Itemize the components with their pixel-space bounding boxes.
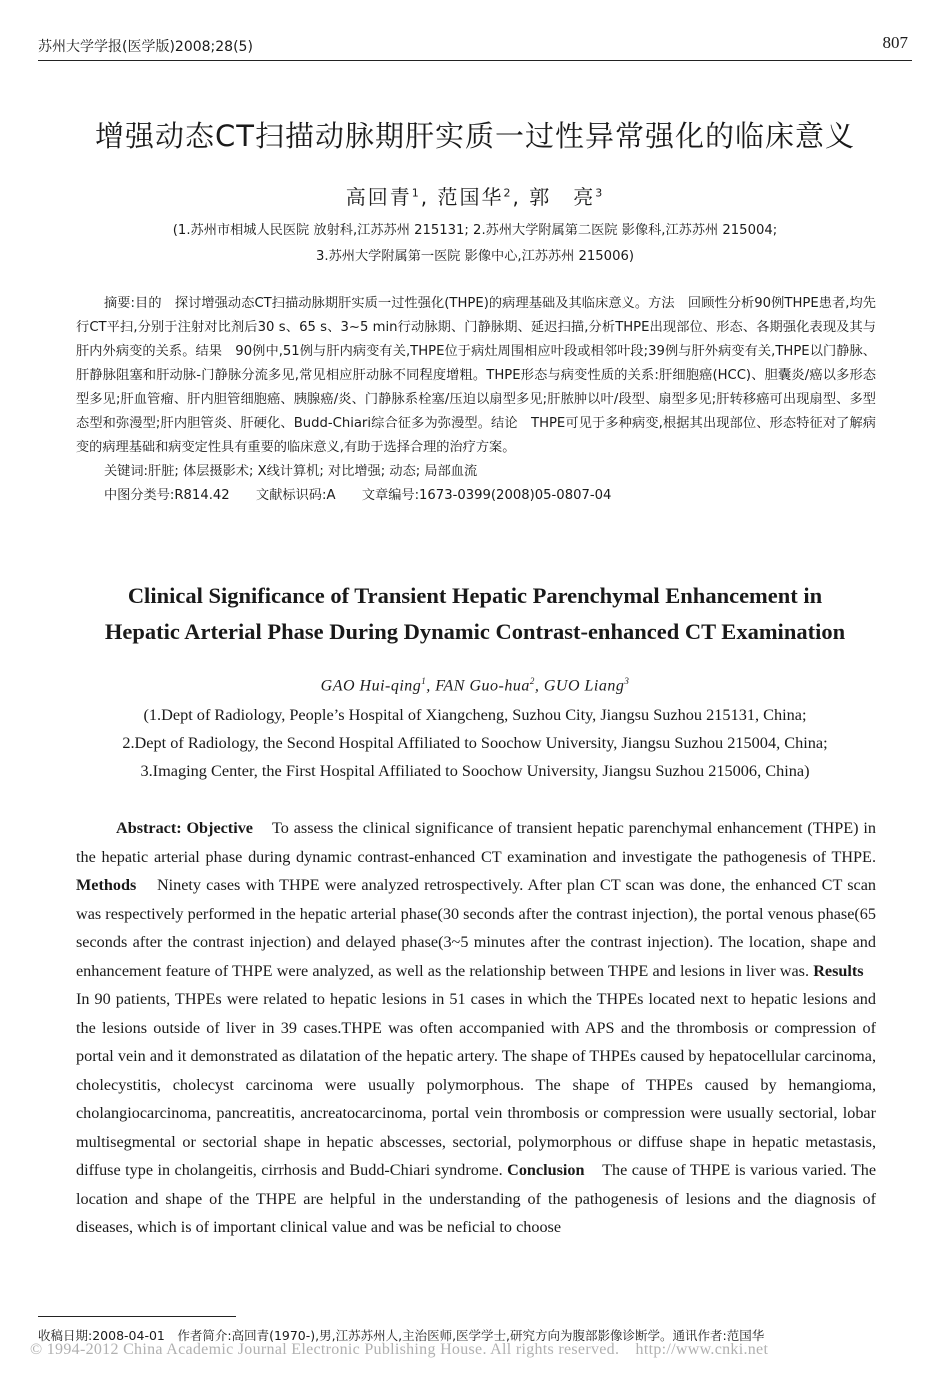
abstract-objective-label: Abstract: Objective [116,819,253,837]
author-sup: 3 [595,186,605,200]
abstract-results-text: In 90 patients, THPEs were related to hepatic lesions in 51 cases in which the THPEs located next to hepatic lesions and the lesions outside of liver in 39 cases.THPE was often accompanied with APS and the thrombosis or compression of portal vein and it demonstrated as dilatation of the hepatic artery. The shape of THPEs caused by hepatocellular carcinoma, cholecystitis, cholecyst carcinoma were usually polymorphous. The shape of THPEs caused by hemangioma, cholangiocarcinoma, pancreatitis, ancreatocarcinoma, portal vein thrombosis or compression were usually sectorial, lobar multisegmental or sectorial shape in hepatic abscesses, sectorial, polymorphous or diffuse shape in hepatic metastasis, diffuse type in cholangeitis, cirrhosis and Budd-Chiari syndrome. [76,990,876,1179]
chinese-affiliation-line: 3.苏州大学附属第一医院 影像中心,江苏苏州 215006) [315,249,635,264]
english-abstract [76,814,876,1242]
header-rule [38,60,912,61]
english-affiliation-line: (1.Dept of Radiology, People’s Hospital of Xiangcheng, Suzhou City, Jiangsu Suzhou 215131, China; [143,705,807,724]
abstract-objective-text: To assess the clinical significance of transient hepatic parenchymal enhancement (THPE) in the hepatic arterial phase during dynamic contrast-enhanced CT examination and investigate the pathogenesis of THPE. [76,819,876,866]
chinese-classification: 中图分类号:R814.42 文献标识码:A 文章编号:1673-0399(2008)05-0807-04 [104,488,612,503]
abstract-methods-label: Methods [76,876,137,894]
english-affiliation-line: 3.Imaging Center, the First Hospital Affiliated to Soochow University, Jiangsu Suzhou 215006, China) [140,761,810,780]
author-name: 范国华 [437,185,504,209]
chinese-authors: 高回青$^1$, 范国华$^2$, 郭 亮$^3$ [345,185,605,209]
author-sup: 2 [529,676,535,686]
author-sup: 3 [624,676,630,686]
author-name: GAO Hui-qing [320,677,422,695]
watermark: © 1994-2012 China Academic Journal Electronic Publishing House. All rights reserved. http://www.cnki.net [30,1341,769,1358]
page-number: 807 [882,33,908,52]
abstract-results-label: Results [813,961,864,980]
english-affiliation-line: 2.Dept of Radiology, the Second Hospital Affiliated to Soochow University, Jiangsu Suzhou 215004, China; [122,733,828,752]
running-head-journal: 苏州大学学报(医学版)2008;28(5) [38,39,253,55]
footnote-rule [38,1316,236,1317]
chinese-abstract-block [76,292,876,508]
author-name: 高回青 [345,185,412,209]
chinese-affiliation-line: (1.苏州市相城人民医院 放射科,江苏苏州 215131; 2.苏州大学附属第二医院 影像科,江苏苏州 215004; [172,223,778,238]
footnote: 收稿日期:2008-04-01 作者简介:高回青(1970-),男,江苏苏州人,主治医师,医学学士,研究方向为腹部影像诊断学。通讯作者:范国华 [38,1328,765,1343]
author-sup: 1 [411,186,421,200]
author-sup: 2 [503,186,513,200]
chinese-abstract: 摘要:目的 探讨增强动态CT扫描动脉期肝实质一过性强化(THPE)的病理基础及其临床意义。方法 回顾性分析90例THPE患者,均先行CT平扫,分别于注射对比剂后30 s、65 s、3~5 min行动脉期、门静脉期、延迟扫描,分析THPE出现部位、形态、各期强化表现及其与肝内外病变的关系。结果 90例中,51例与肝内病变有关,THPE位于病灶周围相应叶段或相邻叶段;39例与肝外病变有关,THPE以门静脉、肝静脉阻塞和肝动脉-门静脉分流多见,常见相应肝动脉不同程度增粗。THPE形态与病变性质的关系:肝细胞癌(HCC)、胆囊炎/癌以多形态型多见;肝血管瘤、肝内胆管细胞癌、胰腺癌/炎、门静脉系栓塞/压迫以扇型多见;肝脓肿以叶/段型、扇型多见;肝转移癌可出现扇型、多型态型和弥漫型;肝内胆管炎、肝硬化、Budd-Chiari综合征多为弥漫型。结论 THPE可见于多种病变,根据其出现部位、形态特征对了解病变的病理基础和病变定性具有重要的临床意义,有助于选择合理的治疗方案。 [76,296,876,455]
english-title [0,578,950,650]
chinese-title: 增强动态CT扫描动脉期肝实质一过性异常强化的临床意义 [95,119,855,153]
author-name: GUO Liang [543,677,625,695]
abstract-methods-text: Ninety cases with THPE were analyzed retrospectively. After plan CT scan was done, the enhanced CT scan was respectively performed in the hepatic arterial phase(30 seconds after the contrast injection), the portal venous phase(65 seconds after the contrast injection) and delayed phase(3~5 minutes after the contrast injection). The location, shape and enhancement feature of THPE were analyzed, as well as the relationship between THPE and lesions in liver was. [76,876,876,980]
author-name: 郭 亮 [529,185,596,209]
abstract-conclusion-text: The cause of THPE is various varied. The location and shape of the THPE are helpful in the understanding of the pathogenesis of lesions and the diagnosis of diseases, which is of important clinical value and was be neficial to choose [76,1161,877,1236]
author-name: FAN Guo-hua [435,677,530,695]
author-sup: 1 [421,676,427,686]
chinese-keywords: 关键词:肝脏; 体层摄影术; X线计算机; 对比增强; 动态; 局部血流 [104,464,478,479]
english-title-line: Clinical Significance of Transient Hepatic Parenchymal Enhancement in [127,583,823,608]
english-title-line: Hepatic Arterial Phase During Dynamic Contrast-enhanced CT Examination [104,619,846,644]
abstract-conclusion-label: Conclusion [507,1161,585,1179]
english-authors: GAO Hui-qing$^1$, FAN Guo-hua$^2$, GUO Liang$^3$ [320,676,630,695]
english-abstract-paragraph [76,814,876,1242]
